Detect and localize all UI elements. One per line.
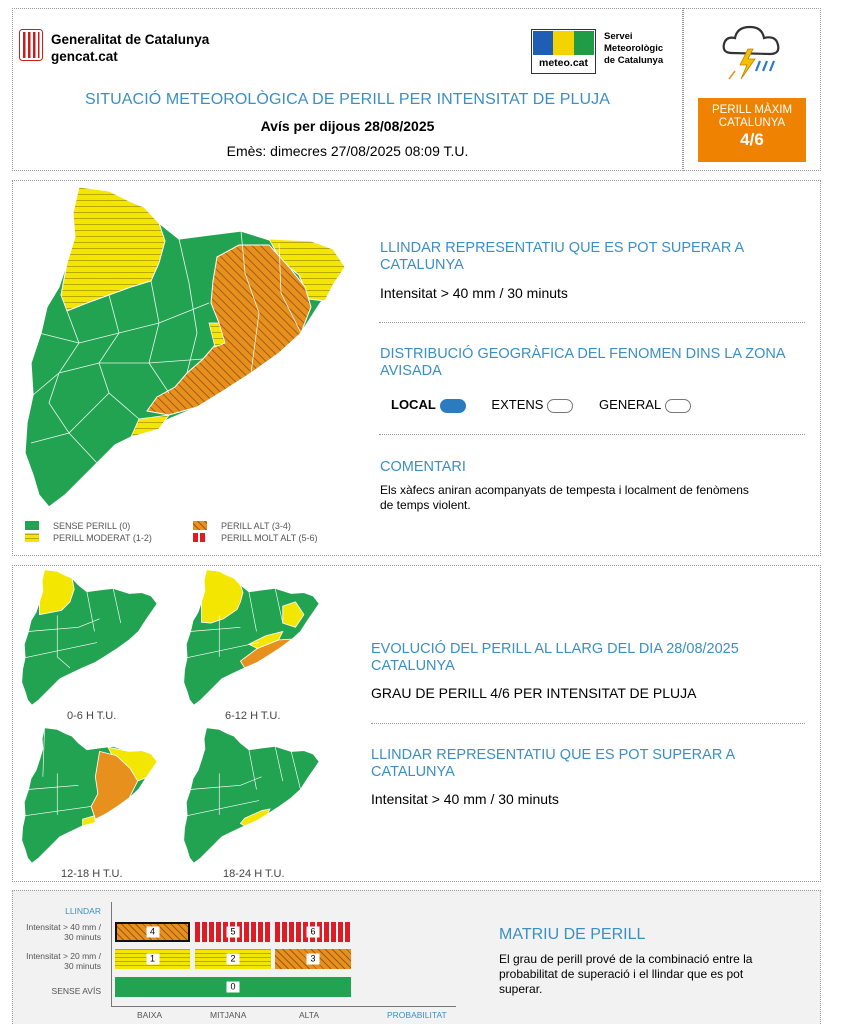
map-period-4 bbox=[181, 726, 321, 864]
period-label-3: 12-18 H T.U. bbox=[61, 868, 123, 880]
divider bbox=[379, 322, 805, 323]
threshold-value: Intensitat > 40 mm / 30 minuts bbox=[380, 285, 568, 301]
period-label-4: 18-24 H T.U. bbox=[223, 868, 285, 880]
matrix-y-title: LLINDAR bbox=[65, 906, 101, 916]
matrix-cell-3-label: 3 bbox=[306, 954, 319, 965]
toggle-local[interactable] bbox=[440, 399, 466, 413]
option-general[interactable] bbox=[599, 397, 691, 412]
period-label-2: 6-12 H T.U. bbox=[225, 710, 281, 722]
main-map-panel bbox=[12, 180, 821, 556]
divider bbox=[379, 434, 805, 435]
map-period-2 bbox=[181, 568, 321, 706]
legend-label-green: SENSE PERILL (0) bbox=[53, 521, 131, 531]
matrix-row-40-label: Intensitat > 40 mm / 30 minuts bbox=[26, 922, 101, 942]
issued-date: Emès: dimecres 27/08/2025 08:09 T.U. bbox=[226, 143, 469, 159]
matrix-cell-6 bbox=[275, 922, 351, 942]
threshold-title: LLINDAR REPRESENTATIU QUE ES POT SUPERAR A CATALUNYA bbox=[380, 240, 744, 273]
matrix-x-label-alta: ALTA bbox=[299, 1010, 319, 1020]
map-period-1 bbox=[19, 568, 159, 706]
legend-label-red: PERILL MOLT ALT (5-6) bbox=[221, 533, 318, 543]
max-label-1: PERILL MÀXIM bbox=[711, 104, 793, 116]
matrix-cell-4 bbox=[115, 922, 190, 942]
meteo-badge: meteo.cat bbox=[538, 57, 589, 69]
matrix-row-20-label: Intensitat > 20 mm / 30 minuts bbox=[26, 951, 101, 971]
meteocat-sun-icon bbox=[553, 31, 574, 55]
matrix-x-label-baixa: BAIXA bbox=[137, 1010, 163, 1020]
divider bbox=[371, 723, 805, 724]
comment-text: Els xàfecs aniran acompanyats de tempesta i localment de fenòmens de temps violent. bbox=[380, 483, 749, 512]
header-panel bbox=[12, 8, 683, 171]
matrix-cell-6-label: 6 bbox=[306, 927, 319, 938]
storm-rain-icon bbox=[720, 19, 786, 81]
legend-swatch-orange bbox=[193, 521, 207, 530]
matrix-cell-5-label: 5 bbox=[226, 927, 239, 938]
meteo-line2: Meteorològic bbox=[604, 43, 664, 54]
meteocat-field-icon bbox=[574, 31, 594, 55]
legend-swatch-green bbox=[25, 521, 39, 530]
option-local[interactable] bbox=[391, 397, 466, 412]
meteocat-logo bbox=[531, 29, 596, 74]
distribution-title: DISTRIBUCIÓ GEOGRÀFICA DEL FENOMEN DINS LA ZONA AVISADA bbox=[380, 346, 785, 379]
option-extens-label: EXTENS bbox=[491, 397, 544, 412]
page-title: SITUACIÓ METEOROLÒGICA DE PERILL PER INTENSITAT DE PLUJA bbox=[84, 91, 611, 108]
legend-swatch-red bbox=[193, 533, 207, 542]
matrix-cell-3 bbox=[275, 949, 351, 969]
matrix-cell-5 bbox=[195, 922, 271, 942]
option-local-label: LOCAL bbox=[391, 397, 436, 412]
matrix-x-title: PROBABILITAT bbox=[387, 1010, 447, 1020]
warning-day: Avís per dijous 28/08/2025 bbox=[260, 118, 435, 134]
evolution-title: EVOLUCIÓ DEL PERILL AL LLARG DEL DIA 28/08/2025 CATALUNYA bbox=[371, 641, 739, 674]
matrix-cell-2-label: 2 bbox=[226, 954, 239, 965]
evolution-threshold-value: Intensitat > 40 mm / 30 minuts bbox=[371, 791, 559, 807]
option-general-label: GENERAL bbox=[599, 397, 662, 412]
catalonia-main-map bbox=[19, 183, 349, 509]
comment-title: COMENTARI bbox=[380, 459, 466, 475]
legend-label-orange: PERILL ALT (3-4) bbox=[221, 521, 291, 531]
max-label-2: CATALUNYA bbox=[718, 117, 786, 129]
legend-label-yellow: PERILL MODERAT (1-2) bbox=[53, 533, 152, 543]
evolution-grade: GRAU DE PERILL 4/6 PER INTENSITAT DE PLUJA bbox=[371, 685, 697, 701]
map-period-3 bbox=[19, 726, 159, 864]
matrix-panel bbox=[12, 890, 821, 1024]
matrix-x-axis bbox=[111, 1006, 456, 1007]
matrix-text: El grau de perill prové de la combinació entre la probabilitat de superació i el llindar que es pot superar. bbox=[499, 952, 753, 996]
max-danger-box bbox=[698, 98, 806, 162]
matrix-cell-1-label: 1 bbox=[146, 954, 159, 965]
matrix-title: MATRIU DE PERILL bbox=[499, 926, 646, 943]
option-extens[interactable] bbox=[491, 397, 573, 412]
period-label-1: 0-6 H T.U. bbox=[67, 710, 117, 722]
distribution-options bbox=[391, 397, 691, 413]
max-danger-panel bbox=[683, 8, 821, 171]
matrix-cell-1 bbox=[115, 949, 190, 969]
matrix-cell-4-label: 4 bbox=[146, 927, 159, 938]
gov-site: gencat.cat bbox=[51, 49, 118, 64]
matrix-y-axis bbox=[111, 902, 112, 1006]
matrix-x-label-mitjana: MITJANA bbox=[210, 1010, 247, 1020]
toggle-general[interactable] bbox=[665, 399, 691, 413]
gencat-logo-icon bbox=[19, 29, 43, 61]
legend-swatch-yellow bbox=[25, 533, 39, 542]
toggle-extens[interactable] bbox=[547, 399, 573, 413]
max-value: 4/6 bbox=[740, 130, 764, 149]
matrix-row-none-label: SENSE AVÍS bbox=[51, 986, 101, 996]
evolution-threshold-title: LLINDAR REPRESENTATIU QUE ES POT SUPERAR A CATALUNYA bbox=[371, 747, 735, 780]
gov-name: Generalitat de Catalunya bbox=[51, 32, 210, 47]
evolution-panel bbox=[12, 565, 821, 882]
meteo-line3: de Catalunya bbox=[604, 55, 664, 66]
matrix-cell-2 bbox=[195, 949, 271, 969]
meteocat-rain-icon bbox=[533, 31, 553, 55]
meteo-line1: Servei bbox=[604, 31, 633, 42]
matrix-cell-0 bbox=[115, 977, 351, 997]
matrix-cell-0-label: 0 bbox=[226, 982, 239, 993]
